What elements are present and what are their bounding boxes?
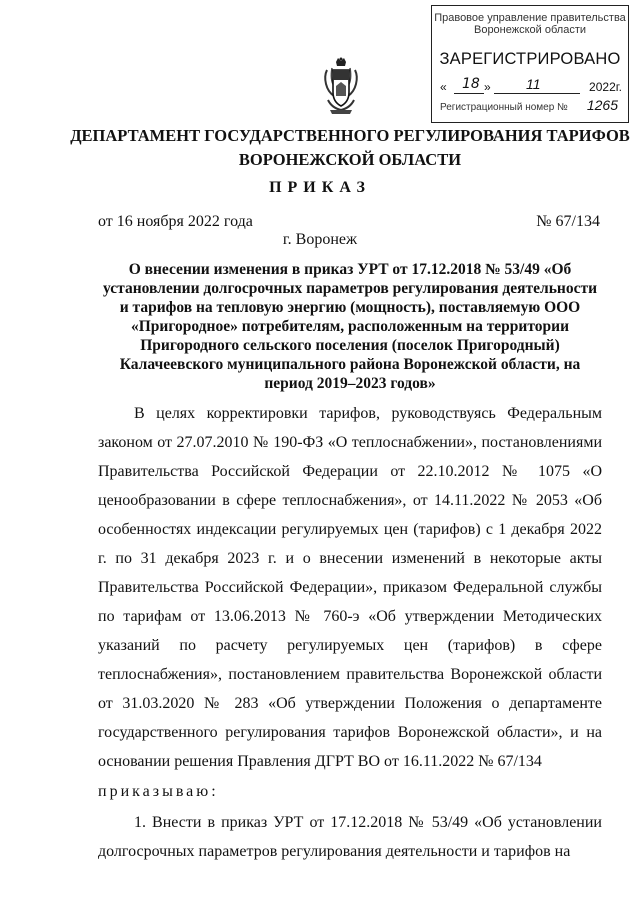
stamp-quote-open: « xyxy=(440,80,447,94)
order-item-1: 1. Внести в приказ УРТ от 17.12.2018 № 53/49 «Об установлении долгосрочных параметров регулирования деятельности и тарифов на xyxy=(98,814,602,860)
stamp-registered: ЗАРЕГИСТРИРОВАНО xyxy=(439,50,621,68)
document-body xyxy=(98,399,602,866)
preamble-paragraph: В целях корректировки тарифов, руководствуясь Федеральным законом от 27.07.2010 № 190-ФЗ «О теплоснабжении», постановлениями Правительства Российской Федерации от 22.10.2012 № 1075 «О ценообразовании в сфере теплоснабжения», от 14.11.2022 № 2053 «Об особенностях индексации регулируемых цен (тарифов) с 1 декабря 2022 г. по 31 декабря 2023 г. и о внесении изменений в некоторые акты Правительства Российской Федерации», приказом Федеральной службы по тарифам от 13.06.2013 № 760-э «Об утверждении Методических указаний по расчету регулируемых цен (тарифов) в сфере теплоснабжения», постановлением правительства Воронежской области от 31.03.2020 № 283 «Об утверждении Положения о департаменте государственного регулирования тарифов Воронежской области», и на основании решения Правления ДГРТ ВО от 16.11.2022 № 67/134 xyxy=(98,405,602,770)
stamp-line-1: Правовое управление правительства xyxy=(434,12,626,24)
stamp-reg-label: Регистрационный номер № xyxy=(440,102,568,113)
document-title: О внесении изменения в приказ УРТ от 17.12.2018 № 53/49 «Об установлении долгосрочных параметров регулирования деятельности и тарифов на тепловую энергию (мощность), поставляемую ООО «Пригородное» потребителям, расположенным на территории Пригородного сельского поселения (поселок Пригородный) Калачеевского муниципального района Воронежской области, на период 2019–2023 годов» xyxy=(102,261,598,392)
stamp-number-line xyxy=(440,97,622,118)
registration-stamp xyxy=(431,5,629,123)
stamp-day: 18 xyxy=(462,76,480,92)
stamp-month: 11 xyxy=(526,76,541,92)
document-city: г. Воронеж xyxy=(282,231,358,248)
document-type: ПРИКАЗ xyxy=(269,179,371,196)
coat-of-arms-icon xyxy=(318,56,364,120)
stamp-line-2: Воронежской области xyxy=(473,24,586,36)
document-date: от 16 ноября 2022 года xyxy=(98,213,253,230)
stamp-year: 2022г. xyxy=(589,80,622,94)
orders-line: приказываю: xyxy=(98,783,219,800)
document-number: № 67/134 xyxy=(536,213,600,230)
department-name: ДЕПАРТАМЕНТ ГОСУДАРСТВЕННОГО РЕГУЛИРОВАНИЯ ТАРИФОВ ВОРОНЕЖСКОЙ ОБЛАСТИ xyxy=(70,126,630,169)
stamp-reg-number: 1265 xyxy=(586,97,618,113)
stamp-quote-close: » xyxy=(484,80,491,94)
stamp-date-line xyxy=(440,78,622,96)
